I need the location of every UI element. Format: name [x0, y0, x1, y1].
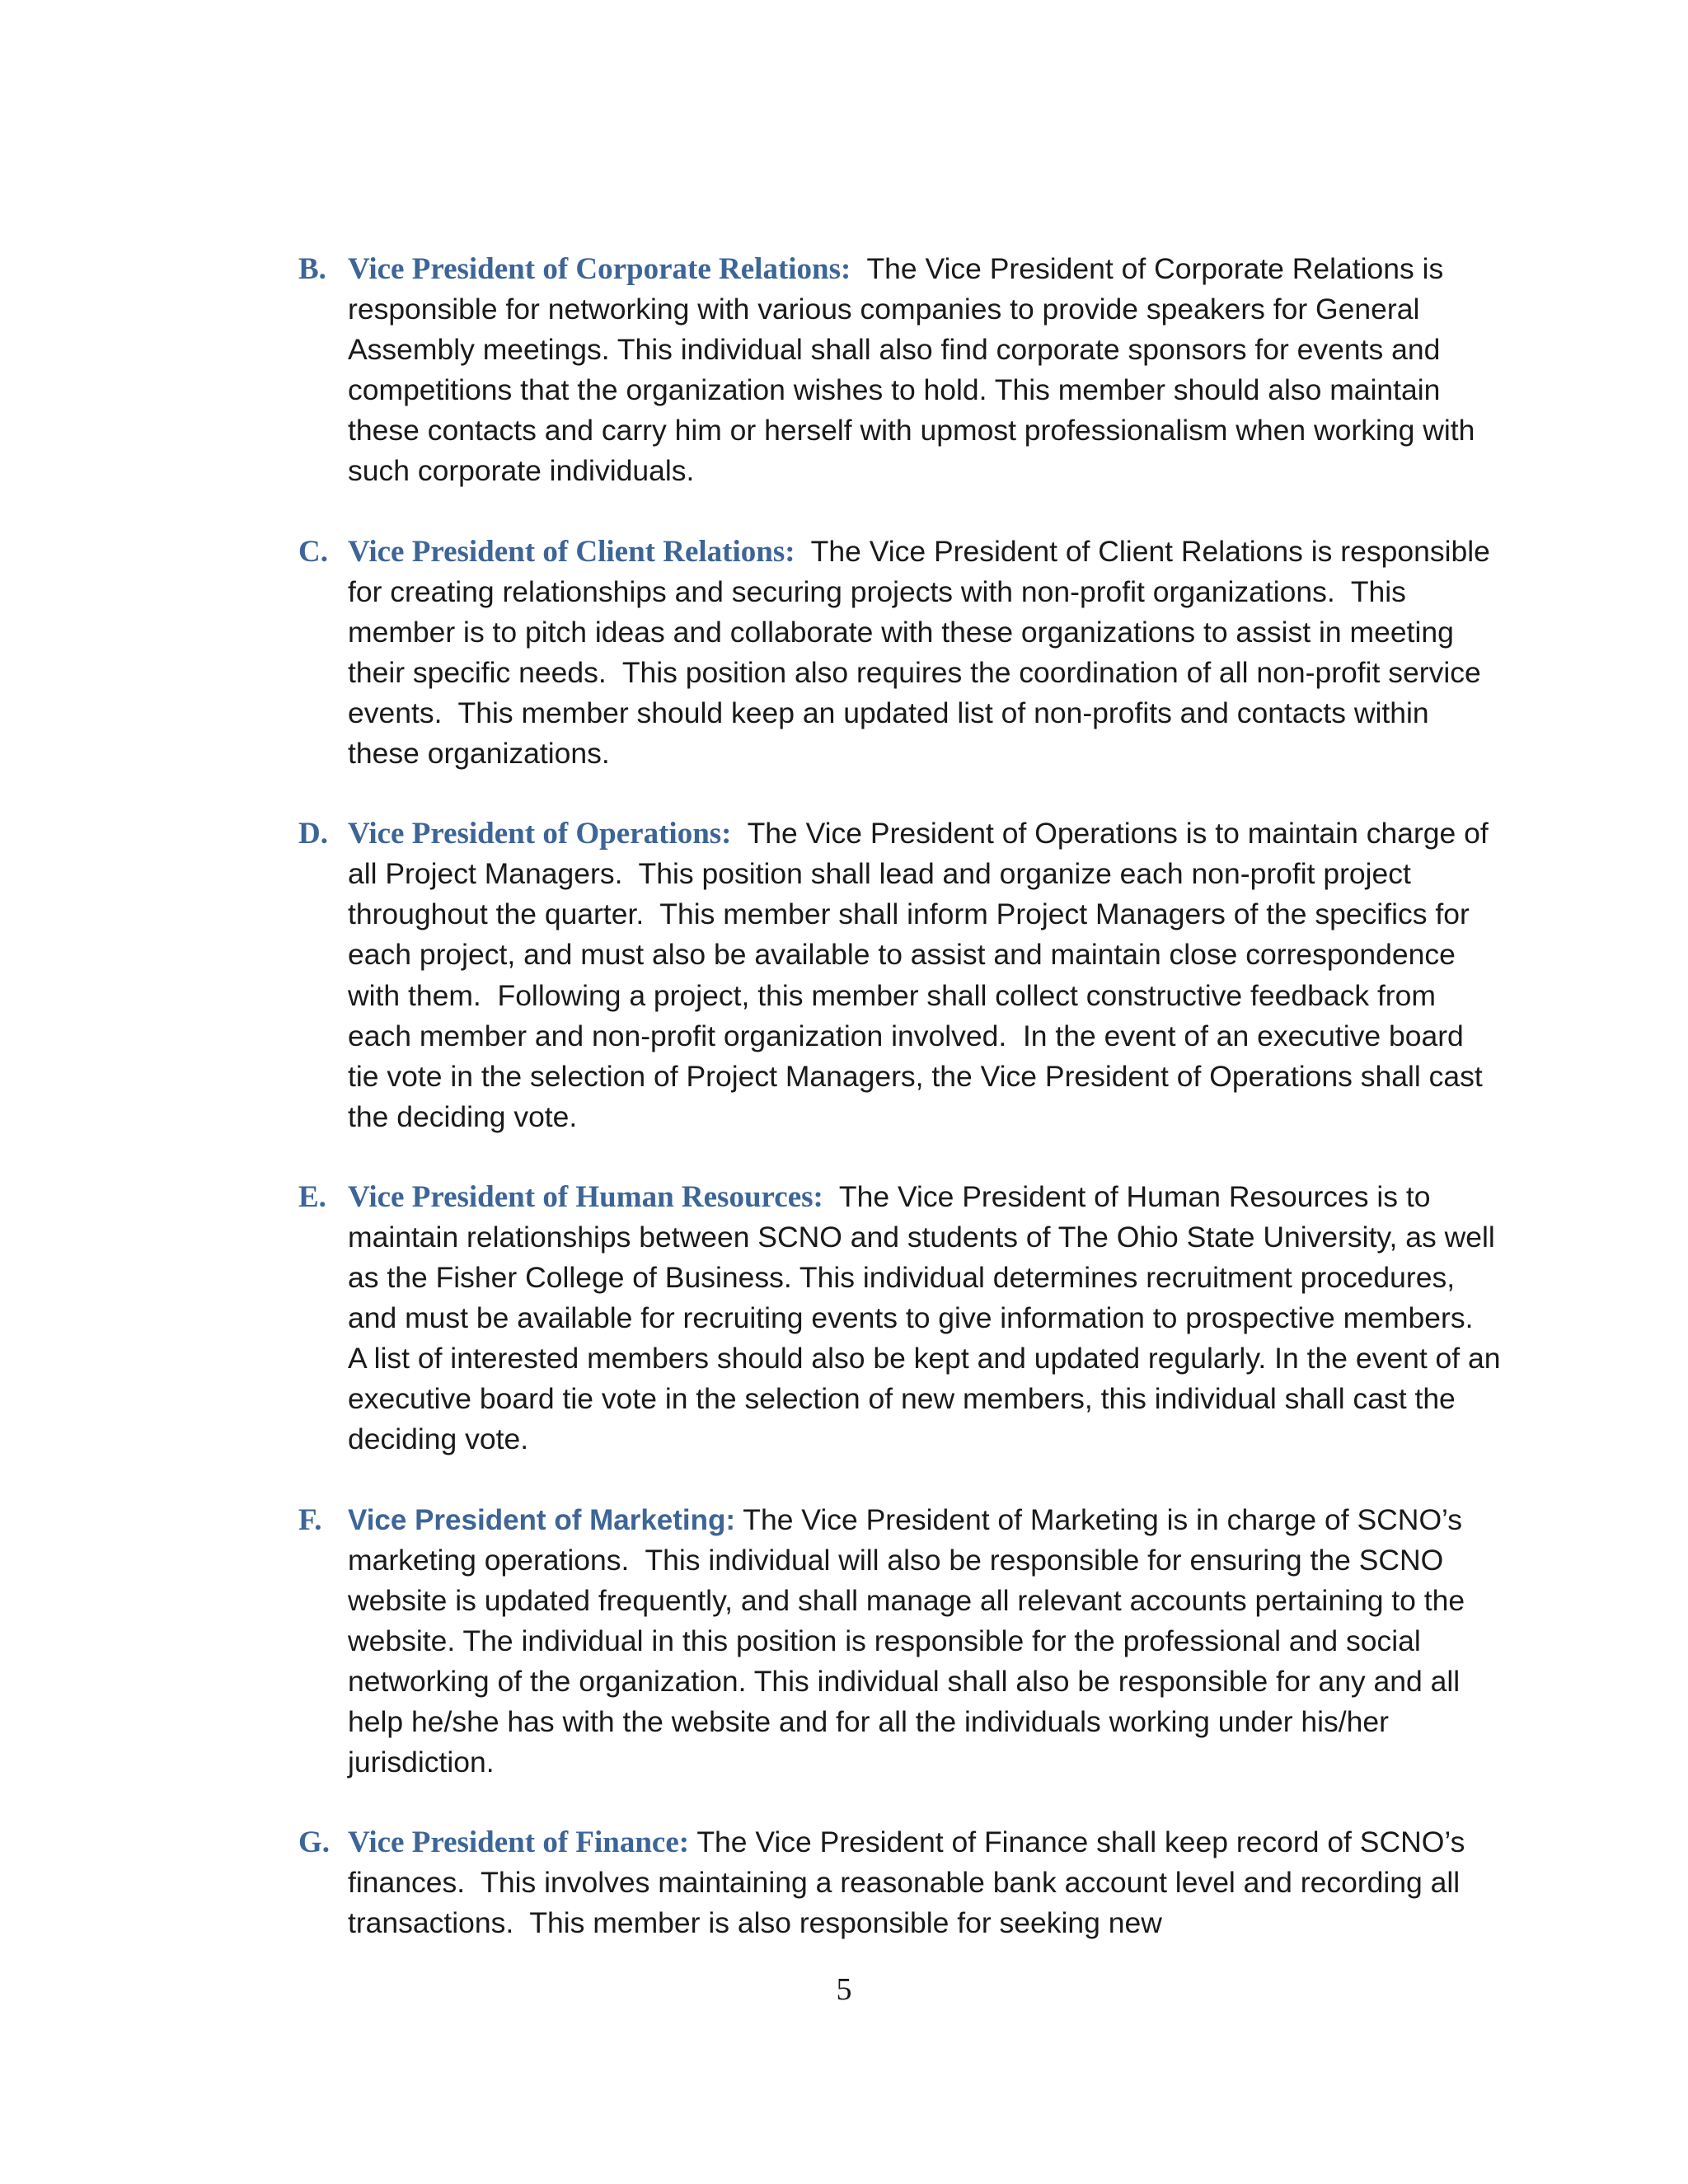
officer-duties-list	[298, 249, 1509, 1983]
list-item-heading: Vice President of Human Resources:	[348, 1179, 823, 1214]
list-item-text: The Vice President of Corporate Relations is responsible for networking with various companies to provide speakers for General Assembly meetings. This individual shall also find corporate sponsors for events and competitions that the organization wishes to hold. This member should also maintain these contacts and carry him or herself with upmost professionalism when working with such corporate individuals.	[348, 252, 1484, 488]
list-item-client-relations	[298, 532, 1502, 775]
list-item-operations	[298, 813, 1502, 1137]
list-item-text: The Vice President of Operations is to maintain charge of all Project Managers. This position shall lead and organize each non-profit project throughout the quarter. This member shall inform Project Managers of the specifics for each project, and must also be available to assist and maintain close correspondence with them. Following a project, this member shall collect constructive feedback from each member and non-profit organization involved. In the event of an executive board tie vote in the selection of Project Managers, the Vice President of Operations shall cast the deciding vote.	[348, 817, 1497, 1133]
list-item-finance	[298, 1822, 1502, 1943]
list-item-letter: G.	[298, 1825, 331, 1860]
list-item-letter: F.	[298, 1502, 322, 1537]
list-item-corporate-relations	[298, 249, 1502, 492]
list-item-letter: B.	[298, 252, 326, 286]
list-item-text: The Vice President of Marketing is in charge of SCNO’s marketing operations. This individual will also be responsible for ensuring the SCNO website is updated frequently, and shall manage all relevant accounts pertaining to the website. The individual in this position is responsible for the professional and social networking of the organization. This individual shall also be responsible for any and all help he/she has with the website and for all the individuals working under his/her jurisdiction.	[348, 1502, 1473, 1779]
list-item-letter: D.	[298, 817, 328, 851]
list-item-heading: Vice President of Operations:	[348, 817, 732, 851]
page-number: 5	[836, 1972, 852, 2007]
list-item-text: The Vice President of Finance shall keep record of SCNO’s finances. This involves maintaining a reasonable bank account level and recording all transactions. This member is also responsible for seeking new	[348, 1825, 1474, 1940]
list-item-human-resources	[298, 1177, 1509, 1460]
list-item-heading: Vice President of Corporate Relations:	[348, 252, 851, 286]
list-item-letter: E.	[298, 1179, 326, 1214]
list-item-marketing	[298, 1500, 1502, 1783]
list-item-text: The Vice President of Client Relations is responsible for creating relationships and securing projects with non-profit organizations. This member is to pitch ideas and collaborate with these organizations to assist in meeting their specific needs. This position also requires the coordination of all non-profit service events. This member should keep an updated list of non-profits and contacts within these organizations.	[348, 534, 1498, 771]
list-item-heading: Vice President of Marketing:	[348, 1503, 736, 1536]
list-item-heading: Vice President of Client Relations:	[348, 534, 795, 569]
list-item-heading: Vice President of Finance:	[348, 1825, 690, 1860]
list-item-letter: C.	[298, 534, 328, 569]
list-item-text: The Vice President of Human Resources is to maintain relationships between SCNO and students of The Ohio State University, as well as the Fisher College of Business. This individual determines recruitment procedures, and must be available for recruiting events to give information to prospective members. A list of interested members should also be kept and updated regularly. In the event of an executive board tie vote in the selection of new members, this individual shall cast the deciding vote.	[348, 1179, 1509, 1456]
